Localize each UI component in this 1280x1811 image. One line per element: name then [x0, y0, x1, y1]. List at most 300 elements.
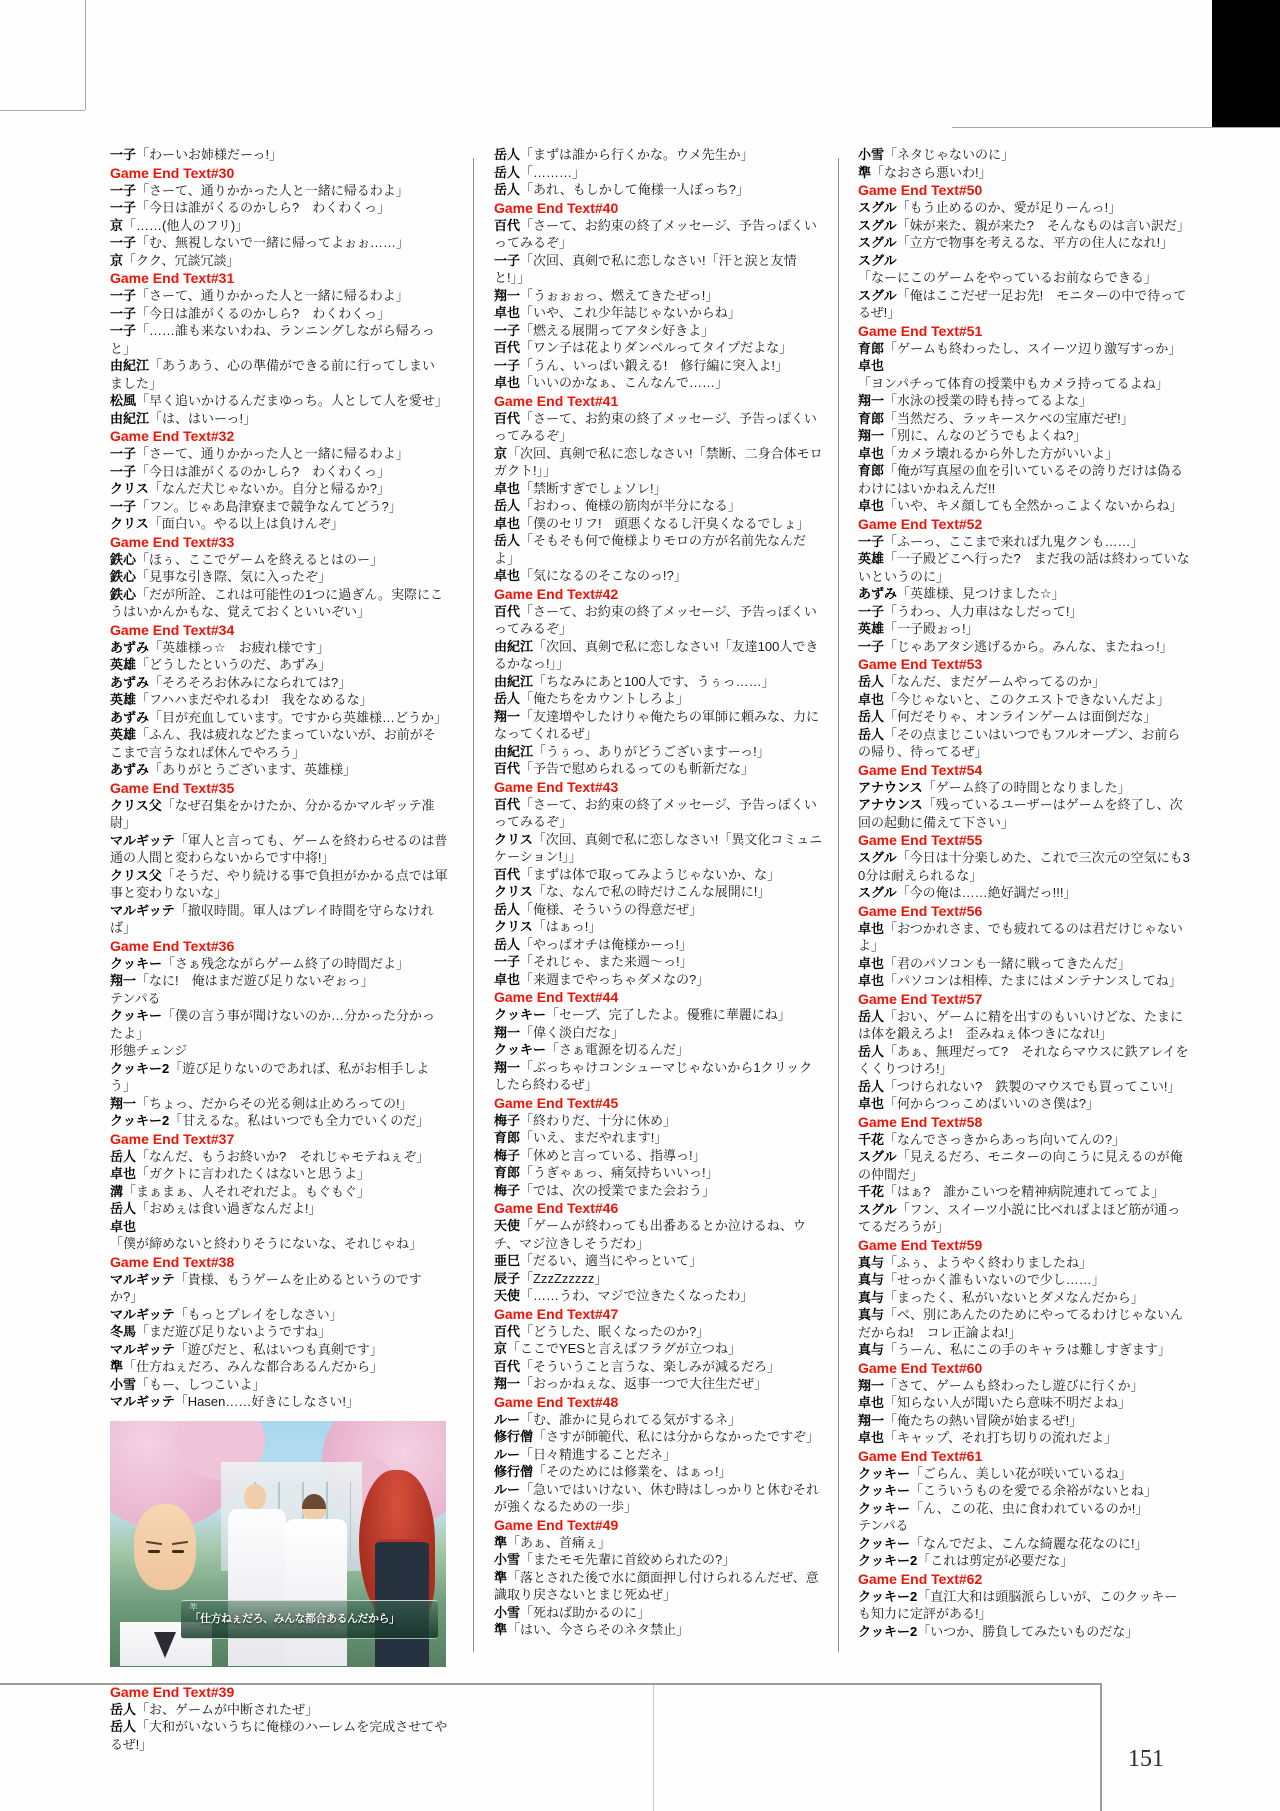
dialogue-line	[110, 1701, 448, 1719]
speaker-name: ルー	[494, 1411, 521, 1427]
speaker-name: 真与	[858, 1307, 885, 1322]
dialogue-text: 「まずは体で取ってみようじゃないか、な」	[520, 866, 781, 882]
section-header	[858, 515, 1190, 533]
header-text: Game End Text#36	[110, 937, 235, 954]
dialogue-line	[858, 199, 1190, 217]
speaker-name: クリス	[494, 884, 533, 899]
dialogue-text: 「む、誰かに見られてる気がするネ」	[520, 1411, 742, 1427]
speaker-name: 卓也	[858, 445, 885, 461]
dialogue-text: 「次回、真剣で私に恋しなさい!「友達100人できるかなっ!」」	[494, 638, 819, 671]
speaker-name: 一子	[494, 322, 521, 338]
dialogue-line	[858, 445, 1190, 463]
speaker-name: 岳人	[858, 709, 885, 724]
speaker-name: クリス	[494, 919, 533, 934]
dialogue-line	[494, 164, 824, 182]
header-text: Game End Text#59	[858, 1236, 983, 1253]
dialogue-line	[858, 1465, 1190, 1483]
speaker-name: クッキー	[858, 1465, 911, 1481]
dialogue-line	[494, 1621, 824, 1639]
dialogue-line	[858, 1412, 1190, 1430]
speaker-name: 百代	[494, 866, 521, 882]
dialogue-line	[110, 410, 448, 428]
header-text: Game End Text#40	[494, 199, 619, 216]
dialogue-text: 「死ねば助かるのに」	[520, 1604, 651, 1620]
header-text: Game End Text#48	[494, 1393, 619, 1410]
dialogue-text: 「いつか、勝負してみたいものだな」	[917, 1623, 1139, 1639]
section-header	[494, 1393, 824, 1411]
speaker-name: クッキー	[494, 1007, 547, 1022]
speaker-name: スグル	[858, 252, 897, 268]
speaker-name: 卓也	[858, 498, 885, 513]
dialogue-line	[110, 1095, 448, 1113]
speaker-name: 卓也	[858, 1430, 885, 1445]
speaker-name: 英雄	[858, 621, 885, 636]
speaker-name: 育郎	[494, 1130, 521, 1145]
dialogue-text: 「今じゃないと、このクエストできないんだよ」	[884, 691, 1170, 707]
speaker-name: 千花	[858, 1184, 885, 1199]
speaker-name: マルギッテ	[110, 902, 175, 918]
dialogue-text: 「なぜ召集をかけたか、分かるかマルギッテ准尉」	[110, 797, 435, 830]
dialogue-line	[858, 497, 1190, 515]
dialogue-line	[110, 972, 448, 990]
dialogue-text: 「Hasen……好きにしなさい!」	[174, 1394, 359, 1409]
speaker-name: 百代	[494, 603, 521, 619]
dialogue-line	[110, 639, 448, 657]
speaker-name: 育郎	[858, 463, 885, 478]
header-text: Game End Text#39	[110, 1683, 235, 1700]
speaker-name: クリス	[494, 831, 533, 847]
dialogue-line	[858, 410, 1190, 428]
dialogue-text: 「終わりだ、十分に休め」	[520, 1112, 677, 1128]
narration-line	[858, 1517, 1190, 1535]
dialogue-text: 「残っているユーザーはゲームを終了し、次回の起動に備えて下さい」	[858, 797, 1183, 830]
speaker-name: 卓也	[858, 973, 885, 988]
speaker-name: 一子	[110, 147, 137, 162]
text-column-2	[494, 146, 824, 1639]
speaker-name: 岳人	[494, 182, 521, 197]
dialogue-line	[110, 656, 448, 674]
dialogue-line	[858, 620, 1190, 638]
dialogue-text: 「水泳の授業の時も持ってるよな」	[884, 393, 1093, 408]
dialogue-line	[494, 304, 824, 322]
dialogue-line	[858, 779, 1190, 797]
dialogue-text: 「おつかれさま、でも疲れてるのは君だけじゃないよ」	[858, 920, 1183, 953]
dialogue-line	[110, 832, 448, 867]
dialogue-text: 「俺たちの熱い冒険が始まるぜ!」	[884, 1412, 1083, 1428]
section-header	[110, 427, 448, 445]
header-text: Game End Text#38	[110, 1253, 235, 1270]
speaker-name: 一子	[110, 182, 137, 198]
speaker-name: 英雄	[110, 692, 137, 707]
section-header	[858, 831, 1190, 849]
dialogue-line	[494, 532, 824, 567]
dialogue-line	[858, 955, 1190, 973]
speaker-name: 卓也	[858, 920, 885, 936]
speaker-name: 英雄	[110, 727, 137, 742]
section-header	[858, 1447, 1190, 1465]
speaker-name: 梅子	[494, 1147, 521, 1163]
dialogue-text: 「軍人と言っても、ゲームを終わらせるのは普通の人間と変わらないからです中将!」	[110, 832, 448, 865]
dialogue-text: 「おめぇは食い過ぎなんだよ!」	[136, 1201, 322, 1216]
section-header	[110, 269, 448, 287]
dialogue-text: 「ガクトに言われたくはないと思うよ」	[136, 1166, 371, 1181]
speaker-name: 一子	[110, 498, 137, 514]
dialogue-text: 「俺様、そういうの得意だぜ」	[520, 901, 703, 917]
speaker-name: 小雪	[494, 1604, 521, 1620]
speaker-name: 百代	[494, 796, 521, 812]
speaker-name: 翔一	[858, 393, 885, 408]
dialogue-text: 「来週までやっちゃダメなの?」	[520, 971, 710, 987]
dialogue-text: 「もー、しつこいよ」	[136, 1376, 266, 1392]
header-text: Game End Text#50	[858, 182, 983, 198]
speaker-name: 一子	[110, 305, 137, 321]
dialogue-text: 「君のパソコンも一緒に戦ってきたんだ」	[884, 955, 1131, 971]
dialogue-line	[110, 234, 448, 252]
dialogue-text: 「見えるだろ、モニターの向こうに見えるのが俺の仲間だ」	[858, 1149, 1183, 1182]
dialogue-text: 「べ、別にあんたのためにやってるわけじゃないんだからね! コレ正論よね!」	[858, 1307, 1184, 1340]
dialogue-text: 「なに! 俺はまだ遊び足りないぞぉっ」	[136, 973, 374, 988]
dialogue-text: テンパる	[110, 990, 161, 1006]
dialogue-text: 「ふぅ、ようやく終わりましたね」	[884, 1254, 1093, 1270]
dialogue-text: 「友達増やしたけりゃ俺たちの軍師に頼みな、力になってくれるぜ」	[494, 708, 820, 741]
dialogue-line	[494, 971, 824, 989]
speaker-name: クリス	[110, 481, 149, 496]
speaker-name: 冬馬	[110, 1324, 137, 1339]
dialogue-line	[494, 918, 824, 936]
dialogue-line	[494, 515, 824, 533]
dialogue-text: 「だるい、適当にやっといて」	[520, 1253, 703, 1268]
section-header	[858, 322, 1190, 340]
portrait-bald-character	[120, 1502, 212, 1667]
dialogue-line	[494, 1041, 824, 1059]
dialogue-text: 「おい、ゲームに精を出すのもいいけどな、たまには体を鍛えろよ! 歪みねぇ体つきになれ!」	[858, 1008, 1184, 1041]
speaker-name: アナウンス	[858, 797, 923, 812]
speaker-name: 岳人	[494, 147, 521, 162]
header-text: Game End Text#51	[858, 322, 983, 339]
dialogue-line	[494, 339, 824, 357]
dialogue-line	[110, 955, 448, 973]
speaker-name: 英雄	[110, 657, 137, 672]
dialogue-line	[494, 796, 824, 831]
dialogue-text: 「遊び足りないのであれば、私がお相手しよう」	[110, 1060, 430, 1093]
dialogue-text: 「カメラ壊れるから外した方がいいよ」	[884, 445, 1119, 461]
dialogue-line	[494, 1569, 824, 1604]
dialogue-line	[858, 884, 1190, 902]
dialogue-text: 「英雄様、見つけました☆」	[897, 586, 1065, 601]
column-divider-1	[473, 158, 474, 1652]
speaker-name: アナウンス	[858, 779, 923, 795]
dialogue-line	[858, 1131, 1190, 1149]
header-text: Game End Text#58	[858, 1113, 983, 1130]
speaker-name: クッキー2	[858, 1623, 918, 1639]
speaker-name: 千花	[858, 1131, 885, 1147]
dialogue-text: 「立方で物事を考えるな、平方の住人になれ!」	[896, 235, 1174, 250]
dialogue-text: 「ちなみにあと100人です、うぅっ……」	[533, 673, 775, 689]
dialogue-text: 「撤収時間。軍人はプレイ時間を守らなければ」	[110, 902, 434, 935]
dialogue-text: 「うーん、私にこの手のキャラは難しすぎます」	[884, 1342, 1171, 1357]
speaker-name: 岳人	[110, 1719, 137, 1734]
dialogue-line	[858, 849, 1190, 884]
header-text: Game End Text#42	[494, 585, 619, 602]
dialogue-line	[110, 1112, 448, 1130]
dialogue-line	[494, 1024, 824, 1042]
speaker-name: 卓也	[858, 955, 885, 971]
speaker-name: あずみ	[858, 586, 898, 601]
dialogue-text: 「やっぱオチは俺様かーっ!」	[520, 936, 693, 952]
speaker-name: マルギッテ	[110, 832, 175, 848]
dialogue-text: 「目が充血しています。ですから英雄様…どうか」	[149, 709, 447, 725]
speaker-name: スグル	[858, 235, 897, 250]
dialogue-line	[858, 1306, 1190, 1341]
dialogue-line	[110, 568, 448, 586]
dialogue-line	[110, 709, 448, 727]
dialogue-text: 「俺はここだぜ一足お先! モニターの中で待ってるぜ!」	[858, 287, 1187, 320]
dialogue-text: 「なおさら悪いわ!」	[871, 164, 992, 180]
dialogue-text: 「では、次の授業でまた会おう」	[520, 1182, 716, 1198]
dialogue-line	[858, 708, 1190, 726]
dialogue-text: 「ネタじゃないのに」	[884, 147, 1015, 162]
speaker-name: 鉄心	[110, 569, 137, 584]
speaker-name: 一子	[110, 288, 137, 303]
dialogue-text: 「せっかく誰もいないので少し……」	[884, 1272, 1105, 1287]
dialogue-line	[110, 252, 448, 270]
dialogue-line	[494, 708, 824, 743]
section-header	[494, 1199, 824, 1217]
dialogue-text: 「またモモ先輩に首絞められたの?」	[520, 1552, 736, 1567]
dialogue-line	[110, 1718, 448, 1753]
speaker-name: 修行僧	[494, 1429, 534, 1444]
speaker-name: 岳人	[858, 1008, 885, 1024]
dialogue-line	[110, 1341, 448, 1359]
speaker-name: 卓也	[110, 1218, 137, 1234]
speaker-name: クリス父	[110, 867, 162, 883]
header-text: Game End Text#35	[110, 779, 235, 796]
dialogue-line	[858, 1429, 1190, 1447]
dialogue-text: 「さすが師範代、私には分からなかったですぞ」	[533, 1429, 820, 1444]
speaker-name: 鉄心	[110, 586, 137, 602]
dialogue-text: 「急いではいけない、休む時はしっかりと休むそれが強くなるための一歩」	[494, 1481, 820, 1514]
dialogue-text: 「さーて、お約束の終了メッセージ、予告っぽくいってみるぞ」	[494, 603, 817, 636]
dialogue-text: 「わーいお姉様だーっ!」	[136, 147, 283, 162]
speaker-name: クッキー	[494, 1042, 547, 1057]
speaker-name: 翔一	[494, 708, 521, 724]
speaker-name: 京	[110, 217, 124, 233]
dialogue-line	[494, 936, 824, 954]
narration-line	[110, 990, 448, 1008]
dialogue-line	[110, 902, 448, 937]
dialogue-line	[494, 831, 824, 866]
dialogue-text: 「ふーっ、ここまで来れば九鬼クンも……」	[884, 533, 1144, 549]
portrait-eye	[148, 1550, 160, 1553]
dialogue-line	[110, 287, 448, 305]
dialogue-line	[494, 1164, 824, 1182]
dialogue-text: 「今日は誰がくるのかしら? わくわくっ」	[136, 200, 390, 215]
dialogue-line	[494, 1129, 824, 1147]
dialogue-text: 「うぉぉぉっ、燃えてきたぜっ!」	[520, 287, 719, 303]
section-header	[858, 990, 1190, 1008]
speaker-name: 育郎	[494, 1165, 521, 1180]
dialogue-line	[494, 252, 824, 287]
speaker-name: 卓也	[858, 691, 885, 707]
speaker-name: 準	[494, 1622, 508, 1637]
dialogue-line	[858, 234, 1190, 252]
dialogue-line	[858, 1552, 1190, 1570]
footer-tick	[653, 1685, 654, 1811]
speaker-name: スグル	[858, 217, 897, 233]
speaker-name: スグル	[858, 1149, 897, 1164]
dialogue-line	[494, 217, 824, 252]
speaker-name: 岳人	[110, 1201, 137, 1216]
speaker-name: クッキー	[110, 1008, 163, 1023]
speaker-name: 天使	[494, 1288, 521, 1303]
section-header	[494, 778, 824, 796]
section-header	[858, 1359, 1190, 1377]
speaker-name: 梅子	[494, 1112, 521, 1128]
speaker-name: 京	[494, 1341, 508, 1356]
dialogue-text: 「ZzzZzzzzz」	[520, 1270, 608, 1286]
dialogue-text: 「うわっ、人力車はなしだって!」	[884, 603, 1083, 619]
dialogue-text: 「甘えるな。私はいつでも全力でいくのだ」	[169, 1113, 430, 1128]
section-header	[110, 621, 448, 639]
header-text: Game End Text#54	[858, 761, 983, 778]
dialog-box	[181, 1600, 438, 1639]
dialogue-line	[858, 1377, 1190, 1395]
dialogue-line	[858, 392, 1190, 410]
dialogue-line	[110, 551, 448, 569]
dialogue-text: 「今日は誰がくるのかしら? わくわくっ」	[136, 305, 390, 321]
dialogue-text: 「なんだ犬じゃないか。自分と帰るか?」	[148, 481, 390, 496]
dialogue-text: 「はい、今さらそのネタ禁止」	[507, 1622, 690, 1637]
dialogue-line	[494, 673, 824, 691]
speaker-name: 一子	[110, 463, 137, 479]
section-header	[494, 392, 824, 410]
column-divider-2	[838, 158, 839, 1652]
dialogue-text: 「一子殿ぉっ!」	[884, 621, 979, 636]
dialogue-line	[858, 1183, 1190, 1201]
speaker-name: スグル	[858, 200, 897, 215]
speaker-name: 岳人	[858, 726, 885, 742]
header-text: Game End Text#52	[858, 515, 983, 532]
section-header	[858, 1113, 1190, 1131]
top-right-rule	[952, 127, 1280, 128]
speaker-name: あずみ	[110, 709, 150, 725]
speaker-name: 岳人	[494, 498, 521, 513]
dialogue-line	[110, 586, 448, 621]
dialogue-text: 「貴様、もうゲームを止めるというのですか?」	[110, 1271, 422, 1304]
dialogue-text: 「今日は十分楽しめた、これで三次元の空気にも30分は耐えられるな」	[858, 850, 1190, 883]
dialogue-text: 「ちょっ、だからその光る剣は止めろっての!」	[136, 1095, 413, 1111]
character-brown-hair-white-uniform	[285, 1519, 347, 1667]
section-header	[858, 1570, 1190, 1588]
dialogue-line	[110, 498, 448, 516]
speaker-name: 英雄	[858, 551, 885, 566]
dialogue-line	[494, 1217, 824, 1252]
speaker-name: 百代	[494, 1358, 521, 1374]
section-header	[858, 1236, 1190, 1254]
dialogue-line	[494, 567, 824, 585]
speaker-name: 京	[494, 445, 508, 461]
dialogue-line	[110, 1358, 448, 1376]
section-header	[494, 585, 824, 603]
speaker-name: 翔一	[494, 287, 521, 303]
dialogue-line	[494, 1428, 824, 1446]
dialogue-text: 「おわっ、俺様の筋肉が半分になる」	[520, 498, 741, 513]
speaker-name: 真与	[858, 1272, 885, 1287]
speaker-name: 小雪	[858, 147, 885, 162]
speaker-name: 百代	[494, 761, 521, 776]
top-left-margin-line	[85, 0, 86, 110]
speaker-name: 卓也	[110, 1166, 137, 1181]
dialogue-text: 「大和がいないうちに俺様のハーレムを完成させてやるぜ!」	[110, 1719, 448, 1752]
dialogue-line	[858, 796, 1190, 831]
dialogue-line	[110, 1148, 448, 1166]
header-text: Game End Text#62	[858, 1570, 983, 1587]
dialogue-line	[858, 1289, 1190, 1307]
dialogue-text: 「僕のセリフ! 頭悪くなるし汗臭くなるでしょ」	[520, 515, 810, 531]
speaker-name: 小雪	[494, 1552, 521, 1567]
speaker-name: 翔一	[858, 1377, 885, 1393]
dialogue-line	[858, 638, 1190, 656]
speaker-name: 百代	[494, 217, 521, 233]
dialogue-text: 「どうしたというのだ、あずみ」	[136, 657, 332, 672]
dialogue-line	[110, 797, 448, 832]
dialogue-text: 「キャップ、それ打ち切りの流れだよ」	[884, 1430, 1117, 1445]
dialogue-line	[858, 217, 1190, 235]
dialogue-line	[858, 585, 1190, 603]
character-bald-white-uniform	[228, 1509, 286, 1666]
dialogue-text: 「予告で慰められるってのも斬新だな」	[520, 761, 755, 776]
speaker-name: スグル	[858, 885, 897, 900]
dialogue-text: 「つけられない? 鉄製のマウスでも買ってこい!」	[884, 1078, 1181, 1094]
dialogue-line	[494, 1463, 824, 1481]
dialogue-line	[494, 866, 824, 884]
dialogue-text: 「今の俺は……絶好調だっ!!!」	[896, 885, 1077, 900]
dialogue-text: 「ん、この花、虫に食われているのか!」	[910, 1500, 1149, 1516]
dialogue-line	[858, 1500, 1190, 1518]
dialogue-text: 「次回、真剣で私に恋しなさい!「汗と涙と友情と!」」	[494, 252, 797, 285]
header-text: Game End Text#32	[110, 428, 235, 444]
dialogue-text: 「なんでさっきからあっち向いてんの?」	[884, 1131, 1126, 1147]
dialogue-text: 「いや、これ少年誌じゃないからね」	[520, 305, 741, 320]
header-text: Game End Text#53	[858, 656, 983, 672]
dialogue-text: 「さぁ残念ながらゲーム終了の時間だよ」	[162, 955, 410, 971]
footer-corner-line	[1100, 1683, 1102, 1811]
header-text: Game End Text#47	[494, 1305, 619, 1322]
speaker-name: スグル	[858, 850, 897, 865]
dialogue-line	[110, 1393, 448, 1411]
dialogue-text: 「じゃあアタシ逃げるから。みんな、またねっ!」	[884, 638, 1173, 654]
speaker-name: 準	[494, 1534, 508, 1550]
dialogue-text: 形態チェンジ	[110, 1043, 188, 1058]
dialogue-text: 「まったく、私がいないとダメなんだから」	[884, 1289, 1144, 1305]
speaker-name: 岳人	[494, 164, 521, 180]
dialogue-line	[858, 533, 1190, 551]
header-text: Game End Text#55	[858, 832, 983, 848]
speaker-name: 百代	[494, 340, 521, 355]
dialogue-line	[494, 146, 824, 164]
dialogue-line	[494, 1340, 824, 1358]
speaker-name: 一子	[110, 323, 137, 338]
game-screenshot	[110, 1421, 446, 1667]
speaker-name: 岳人	[858, 1043, 885, 1059]
dialogue-text: 「うぅっ、ありがどうございますーっ!」	[533, 743, 770, 759]
speaker-name: スグル	[858, 1201, 897, 1217]
dialogue-line	[858, 972, 1190, 990]
speaker-name: 一子	[110, 200, 137, 215]
dialogue-line	[110, 1060, 448, 1095]
speaker-name: クッキー2	[858, 1553, 918, 1568]
dialogue-text: 「気になるのそこなのっ!?」	[520, 568, 687, 583]
